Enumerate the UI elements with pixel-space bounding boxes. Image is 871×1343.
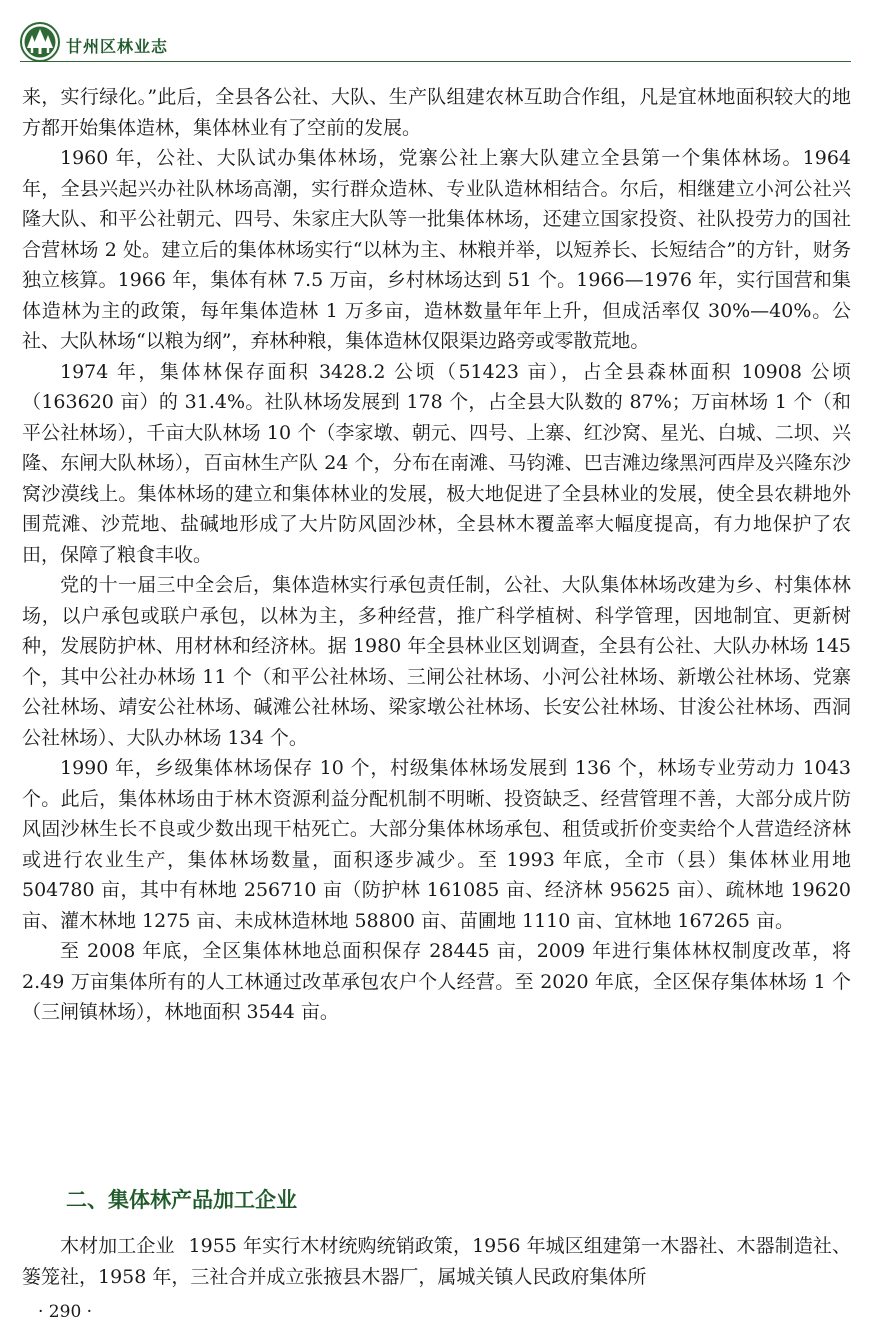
paragraph: 1990 年，乡级集体林场保存 10 个，村级集体林场发展到 136 个，林场专业劳动力 1043 个。此后，集体林场由于林木资源利益分配机制不明晰、投资缺乏、经营管理不善，大部分成片防风固沙林生长不良或少数出现干枯死亡。大部分集体林场承包、租赁或折价变卖给个人营造经济林或进行农业生产，集体林场数量，面积逐步减少。至 1993 年底，全市（县）集体林业用地 504780 亩，其中有林地 256710 亩（防护林 161085 亩、经济林 95625 亩）、疏林地 19620 亩、灌木林地 1275 亩、未成林造林地 58800 亩、苗圃地 1110 亩、宜林地 167265 亩。	[22, 757, 851, 932]
paragraph: 党的十一届三中全会后，集体造林实行承包责任制，公社、大队集体林场改建为乡、村集体林场，以户承包或联户承包，以林为主，多种经营，推广科学植树、科学管理，因地制宜、更新树种，发展防护林、用材林和经济林。据 1980 年全县林业区划调查，全县有公社、大队办林场 145 个，其中公社办林场 11 个（和平公社林场、三闸公社林场、小河公社林场、新墩公社林场、党寨公社林场、靖安公社林场、碱滩公社林场、梁家墩公社林场、长安公社林场、甘浚公社林场、西洞公社林场）、大队办林场 134 个。	[22, 574, 851, 749]
paragraph: 1960 年，公社、大队试办集体林场，党寨公社上寨大队建立全县第一个集体林场。1964 年，全县兴起兴办社队林场高潮，实行群众造林、专业队造林相结合。尔后，相继建立小河公社兴隆大队、和平公社朝元、四号、朱家庄大队等一批集体林场，还建立国家投资、社队投劳力的国社合营林场 2 处。建立后的集体林场实行“以林为主、林粮并举，以短养长、长短结合”的方针，财务独立核算。1966 年，集体有林 7.5 万亩，乡村林场达到 51 个。1966—1976 年，实行国营和集体造林为主的政策，每年集体造林 1 万多亩，造林数量年年上升，但成活率仅 30%—40%。公社、大队林场“以粮为纲”，弃林种粮，集体造林仅限渠边路旁或零散荒地。	[22, 147, 851, 352]
body-text	[22, 82, 851, 1028]
run-in-label: 木材加工企业	[60, 1235, 175, 1257]
paragraph	[22, 1231, 851, 1292]
paragraph: 至 2008 年底，全区集体林地总面积保存 28445 亩，2009 年进行集体林权制度改革，将 2.49 万亩集体所有的人工林通过改革承包农户个人经营。至 2020 年底，全区保存集体林场 1 个（三闸镇林场），林地面积 3544 亩。	[22, 940, 851, 1023]
section-body	[22, 1231, 851, 1292]
paragraph: 来，实行绿化。”此后，全县各公社、大队、生产队组建农林互助合作组，凡是宜林地面积较大的地方都开始集体造林，集体林业有了空前的发展。	[22, 86, 851, 139]
forestry-logo-icon	[20, 22, 60, 62]
page-header	[0, 0, 871, 62]
paragraph-text: 1955 年实行木材统购统销政策，1956 年城区组建第一木器社、木器制造社、篓笼社，1958 年，三社合并成立张掖县木器厂，属城关镇人民政府集体所	[22, 1235, 851, 1288]
paragraph: 1974 年，集体林保存面积 3428.2 公顷（51423 亩），占全县森林面积 10908 公顷（163620 亩）的 31.4%。社队林场发展到 178 个，占全县大队数的 87%；万亩林场 1 个（和平公社林场），千亩大队林场 10 个（李家墩、朝元、四号、上寨、红沙窝、星光、白城、二坝、兴隆、东闸大队林场），百亩林生产队 24 个，分布在南滩、马钧滩、巴吉滩边缘黑河西岸及兴隆东沙窝沙漠线上。集体林场的建立和集体林业的发展，极大地促进了全县林业的发展，使全县农耕地外围荒滩、沙荒地、盐碱地形成了大片防风固沙林，全县林木覆盖率大幅度提高，有力地保护了农田，保障了粮食丰收。	[22, 360, 851, 566]
header-rule	[20, 61, 851, 62]
book-title: 甘州区林业志	[66, 37, 169, 56]
section-heading: 二、集体林产品加工企业	[66, 1188, 297, 1212]
page-number: · 290 ·	[38, 1302, 93, 1322]
